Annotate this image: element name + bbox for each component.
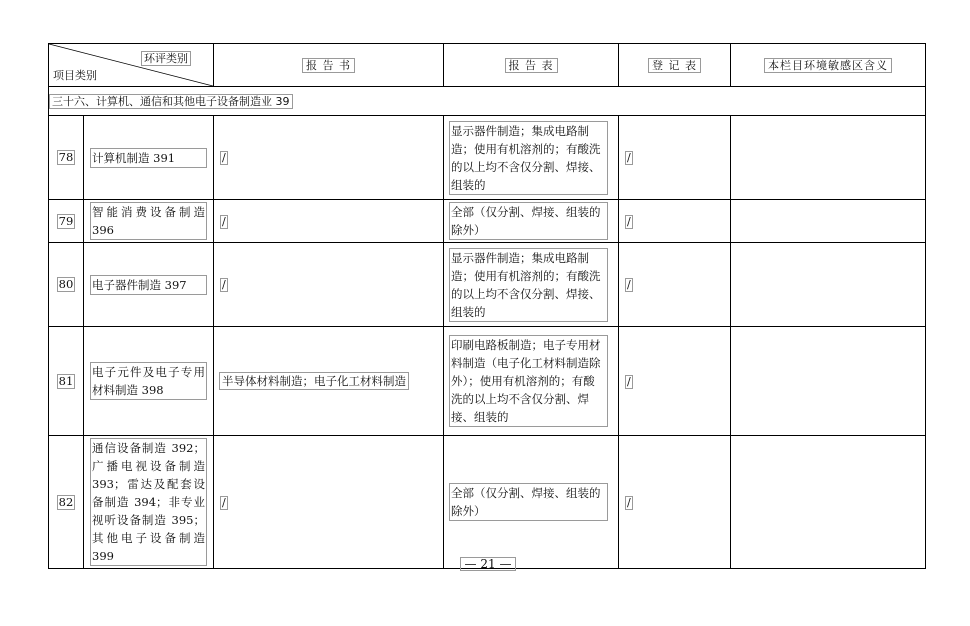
- section-row: [49, 87, 926, 116]
- project-name: 通信设备制造 392；广播电视设备制造 393；雷达及配套设备制造 394；非专业视听设备制造 395；其他电子设备制造 399: [90, 438, 207, 566]
- table-row: [49, 243, 926, 327]
- register-value: /: [627, 278, 631, 291]
- sensitive-area-value: [731, 116, 926, 200]
- project-name: 计算机制造 391: [90, 148, 207, 168]
- project-name: 电子器件制造 397: [90, 275, 207, 295]
- report-book-value: /: [222, 151, 226, 164]
- report-book-value: /: [222, 278, 226, 291]
- table-row: [49, 200, 926, 243]
- report-book-value: 半导体材料制造；电子化工材料制造: [219, 372, 409, 390]
- diagonal-header-cell: [49, 44, 214, 87]
- table-row: [49, 116, 926, 200]
- report-table-value: 全部（仅分割、焊接、组装的除外）: [449, 483, 608, 521]
- section-title: 三十六、计算机、通信和其他电子设备制造业 39: [49, 87, 926, 116]
- header-register: 登 记 表: [619, 44, 731, 87]
- report-book-value: /: [222, 495, 226, 509]
- header-sensitive-area: 本栏目环境敏感区含义: [731, 44, 926, 87]
- row-number: 80: [58, 277, 74, 291]
- diagonal-top-label: 环评类别: [141, 51, 191, 66]
- diagonal-bottom-label: 项目类别: [53, 69, 97, 82]
- project-name: 电子元件及电子专用材料制造 398: [90, 362, 207, 400]
- report-table-value: 全部（仅分割、焊接、组装的除外）: [449, 202, 608, 240]
- project-name: 智能消费设备制造 396: [90, 202, 207, 240]
- page-number: — 21 —: [454, 557, 522, 571]
- header-report-book: 报 告 书: [214, 44, 444, 87]
- register-value: /: [627, 374, 631, 388]
- report-table-value: 显示器件制造；集成电路制造；使用有机溶剂的；有酸洗的以上均不含仅分割、焊接、组装的: [449, 121, 608, 195]
- register-value: /: [627, 495, 631, 509]
- register-value: /: [627, 151, 631, 164]
- row-number: 78: [58, 150, 74, 164]
- report-table-value: 显示器件制造；集成电路制造；使用有机溶剂的；有酸洗的以上均不含仅分割、焊接、组装的: [449, 248, 608, 322]
- header-report-table: 报 告 表: [444, 44, 619, 87]
- sensitive-area-value: [731, 327, 926, 436]
- report-table-value: 印刷电路板制造；电子专用材料制造（电子化工材料制造除外）；使用有机溶剂的；有酸洗的以上均不含仅分割、焊接、组装的: [449, 335, 608, 427]
- sensitive-area-value: [731, 436, 926, 569]
- row-number: 81: [58, 373, 74, 388]
- table-header-row: [49, 44, 926, 87]
- table-row: [49, 436, 926, 569]
- row-number: 79: [58, 213, 74, 228]
- sensitive-area-value: [731, 200, 926, 243]
- table-row: [49, 327, 926, 436]
- row-number: 82: [58, 494, 74, 509]
- sensitive-area-value: [731, 243, 926, 327]
- classification-table: [48, 43, 926, 569]
- register-value: /: [627, 214, 631, 228]
- report-book-value: /: [222, 214, 226, 228]
